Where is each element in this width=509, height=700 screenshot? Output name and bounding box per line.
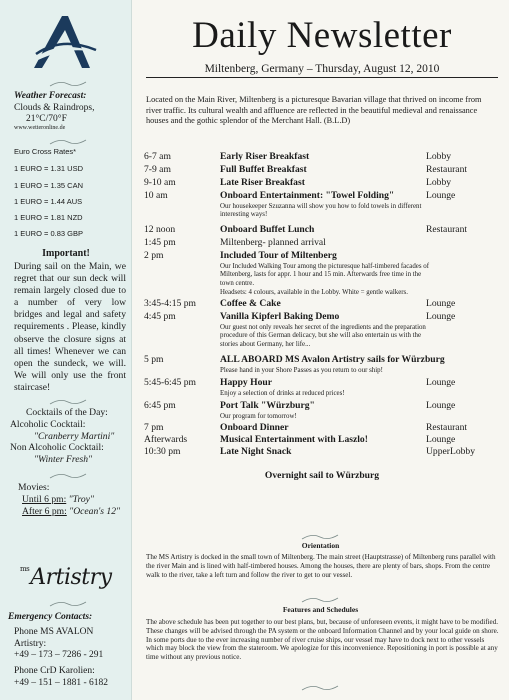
movie1-time: Until 6 pm: xyxy=(22,494,67,505)
schedule-time: 6-7 am xyxy=(144,151,171,162)
schedule-title: Happy Hour xyxy=(220,377,272,388)
schedule-title: Late Night Snack xyxy=(220,446,292,457)
orientation-title: Orientation xyxy=(301,541,340,550)
schedule-title: Vanilla Kipferl Baking Demo xyxy=(220,311,340,322)
schedule-description: Our housekeeper Szuzanna will show you how to fold towels in different interesting ways! xyxy=(220,203,422,219)
schedule-time: 12 noon xyxy=(144,224,176,235)
schedule-time: 7 pm xyxy=(144,422,164,433)
schedule-location: Lounge xyxy=(426,377,456,388)
schedule-time: 7-9 am xyxy=(144,164,171,175)
schedule-title: Coffee & Cake xyxy=(220,298,281,309)
rate-nzd: 1 EURO = 1.81 NZD xyxy=(14,213,83,222)
schedule-time: Afterwards xyxy=(144,434,188,445)
schedule-time: 9-10 am xyxy=(144,177,176,188)
schedule-location: Lobby xyxy=(426,151,452,162)
artistry-prefix: ms xyxy=(20,565,30,573)
schedule-location: Lounge xyxy=(426,298,456,309)
schedule-location: Lounge xyxy=(426,400,456,411)
schedule-time: 1:45 pm xyxy=(144,237,176,248)
weather-title: Weather Forecast: xyxy=(14,91,87,101)
schedule-title: Late Riser Breakfast xyxy=(220,177,305,188)
schedule-location: Restaurant xyxy=(426,224,468,235)
schedule-description: Our Included Walking Tour among the picturesque half-timbered facades of Miltenberg, lasts for appr. 1 hour and 15 min. Afterwards free time in the town centre. xyxy=(220,263,429,287)
features-text: The above schedule has been put together to our best plans, but, because of unforeseen events, it might have to be modified. These changes will be advised through the PA system or the onboard Information Channel and by your local guide on shore. In some ports due to the ever increasing number of river cruise ships, our vessel may have to dock next to other vessels which may block the view from the stateroom. We apologize for this inconvenience. Repositioning in port is possible at any time without any previous notice. xyxy=(146,618,499,662)
important-text: During sail on the Main, we regret that our sun deck will remain largely closed due to a number of very low bridges and legal and safety requirements . Please, kindly observe the closure signs at all times! Whenever we can open the sundeck, we will. We will only use the front staircase! xyxy=(14,261,126,393)
rate-aus: 1 EURO = 1.44 AUS xyxy=(14,197,83,206)
movies-title: Movies: xyxy=(18,482,50,493)
alcoholic-label: Alcoholic Cocktail: xyxy=(10,418,86,430)
sidebar xyxy=(0,0,132,700)
schedule-description-2: Headsets: 4 colours, available in the Lobby. White = gentle walkers. xyxy=(220,289,408,296)
schedule-title: Miltenberg- planned arrival xyxy=(220,237,326,248)
contact1-label: Phone MS AVALON Artistry: xyxy=(14,627,94,649)
schedule-time: 10 am xyxy=(144,190,168,201)
schedule-description: Our guest not only reveals her secret of the ingredients and the preparation procedure of this German delicacy, but she will also entertain us with the stories about Germany, her life... xyxy=(220,324,426,348)
divider-squiggle-icon xyxy=(300,596,340,604)
weather-text xyxy=(14,103,126,125)
schedule-time: 10:30 pm xyxy=(144,446,181,457)
rate-can: 1 EURO = 1.35 CAN xyxy=(14,181,83,190)
non-alcoholic-name: "Winter Fresh" xyxy=(34,454,93,466)
alcoholic-name: "Cranberry Martini" xyxy=(34,430,115,442)
overnight-note: Overnight sail to Würzburg xyxy=(264,470,380,481)
rate-usd: 1 EURO = 1.31 USD xyxy=(14,164,83,173)
schedule-location: UpperLobby xyxy=(426,446,476,457)
features-title: Features and Schedules xyxy=(282,605,359,614)
schedule-description: Enjoy a selection of drinks at reduced prices! xyxy=(220,390,345,397)
artistry-name: Artistry xyxy=(30,565,112,590)
movie-row-1 xyxy=(18,494,132,506)
schedule-location: Lounge xyxy=(426,190,456,201)
divider-squiggle-icon xyxy=(48,398,88,406)
schedule-location: Restaurant xyxy=(426,422,468,433)
intro-text: Located on the Main River, Miltenberg is a picturesque Bavarian village that thrived on income from river traffic. Its cultural wealth and affluence are reflected in the beautiful medieval and renaissance houses and the gothic splendor of the Merchant Hall. (B.L.D) xyxy=(146,95,482,125)
page-subtitle: Miltenberg, Germany – Thursday, August 12, 2010 xyxy=(146,63,498,78)
rate-gbp: 1 EURO = 0.83 GBP xyxy=(14,229,83,238)
page-title: Daily Newsletter xyxy=(192,15,452,56)
avalon-logo-icon xyxy=(28,10,98,72)
orientation-text: The MS Artistry is docked in the small town of Miltenberg. The main street (Hauptstrasse) of Miltenberg runs parallel with the river Main and is lined with half-timbered houses. Among the houses, there are plenty of bars, shops. From the centre walk to the river, take a left turn and follow the river to get to our vessel. xyxy=(146,553,496,579)
divider-squiggle-icon xyxy=(300,533,340,541)
schedule-time: 5 pm xyxy=(144,354,164,365)
schedule-time: 2 pm xyxy=(144,250,164,261)
contact-1 xyxy=(14,627,126,662)
main-content xyxy=(132,0,509,700)
divider-squiggle-icon xyxy=(48,138,88,146)
divider-squiggle-icon xyxy=(300,684,340,692)
schedule-description: Our program for tomorrow! xyxy=(220,413,297,420)
weather-line-2: 21°C/70°F xyxy=(26,114,67,124)
schedule-location: Lounge xyxy=(426,434,456,445)
movies xyxy=(18,482,132,518)
schedule-title: Early Riser Breakfast xyxy=(220,151,310,162)
non-alcoholic-label: Non Alcoholic Cocktail: xyxy=(10,442,104,454)
schedule-location: Restaurant xyxy=(426,164,468,175)
schedule-time: 4:45 pm xyxy=(144,311,176,322)
schedule-description: Please hand in your Shore Passes as you return to our ship! xyxy=(220,367,383,374)
schedule-time: 6:45 pm xyxy=(144,400,176,411)
divider-squiggle-icon xyxy=(48,600,88,608)
schedule-title: Port Talk "Würzburg" xyxy=(220,400,315,411)
divider-squiggle-icon xyxy=(48,80,88,88)
schedule-title: Musical Entertainment with Laszlo! xyxy=(220,434,368,445)
schedule-location: Lounge xyxy=(426,311,456,322)
emergency-title: Emergency Contacts: xyxy=(8,612,93,622)
movie2-time: After 6 pm: xyxy=(22,506,67,517)
schedule-title: Onboard Dinner xyxy=(220,422,289,433)
weather-line-1: Clouds & Raindrops, xyxy=(14,103,95,113)
artistry-logo xyxy=(20,565,112,590)
schedule-title: Included Tour of Miltenberg xyxy=(220,250,337,261)
movie1-title: "Troy" xyxy=(68,494,94,505)
rates-title: Euro Cross Rates* xyxy=(14,147,77,156)
movie2-title: "Ocean's 12" xyxy=(69,506,121,517)
schedule-location: Lobby xyxy=(426,177,452,188)
schedule-title: Onboard Entertainment: "Towel Folding" xyxy=(220,190,395,201)
cocktails xyxy=(10,407,132,466)
contact2-number: +49 – 151 – 1881 - 6182 xyxy=(14,677,109,688)
cocktails-title: Cocktails of the Day: xyxy=(26,407,108,418)
weather-source: www.wetteronline.de xyxy=(14,125,66,131)
schedule-title: Onboard Buffet Lunch xyxy=(220,224,315,235)
schedule-time: 3:45-4:15 pm xyxy=(144,298,196,309)
divider-squiggle-icon xyxy=(48,472,88,480)
schedule-title: ALL ABOARD MS Avalon Artistry sails for Würzburg xyxy=(220,354,445,365)
schedule-title: Full Buffet Breakfast xyxy=(220,164,307,175)
contact-2 xyxy=(14,666,126,689)
schedule-time: 5:45-6:45 pm xyxy=(144,377,196,388)
contact1-number: +49 – 173 – 7286 - 291 xyxy=(14,650,104,660)
important-title: Important! xyxy=(42,248,90,259)
movie-row-2 xyxy=(18,506,132,518)
contact2-label: Phone CrD Karolien: xyxy=(14,666,95,676)
